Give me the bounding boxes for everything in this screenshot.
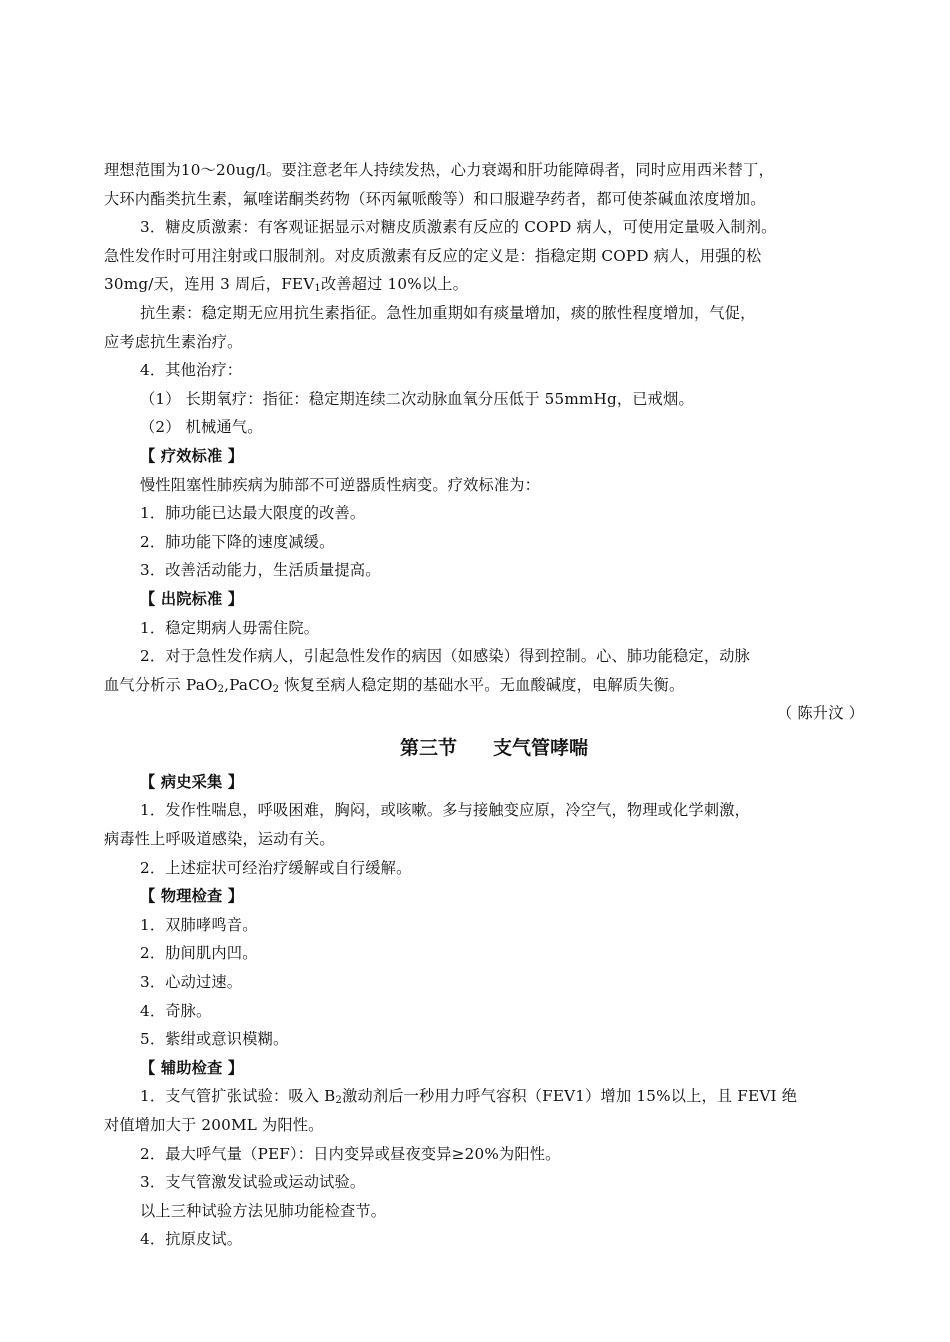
paragraph-line: 3．糖皮质激素：有客观证据显示对糖皮质激素有反应的 COPD 病人，可使用定量吸入制剂。 xyxy=(140,218,777,237)
paragraph-line: 应考虑抗生素治疗。 xyxy=(104,332,243,351)
list-item xyxy=(104,1082,884,1111)
subscript: 1 xyxy=(314,283,321,295)
author-credit: （ 陈升汶 ） xyxy=(777,704,864,723)
document-page xyxy=(104,156,884,1254)
heading-physical: 【 物理检查 】 xyxy=(140,887,244,906)
paragraph-line: 急性发作时可用注射或口服制剂。对皮质激素有反应的定义是：指稳定期 COPD 病人，用强的松 xyxy=(104,246,762,265)
list-item: 2．对于急性发作病人，引起急性发作的病因（如感染）得到控制。心、肺功能稳定，动脉 xyxy=(140,647,750,666)
list-item: 1．双肺哮鸣音。 xyxy=(140,915,258,934)
paragraph-line: （1） 长期氧疗：指征：稳定期连续二次动脉血氧分压低于 55mmHg，已戒烟。 xyxy=(140,389,694,408)
subscript: 2 xyxy=(272,683,280,695)
paragraph-line: 病毒性上呼吸道感染，运动有关。 xyxy=(104,830,335,849)
subscript: 2 xyxy=(217,683,225,695)
section-number: 第三节 xyxy=(399,736,457,759)
paragraph-line: 慢性阻塞性肺疾病为肺部不可逆器质性病变。疗效标准为： xyxy=(140,475,541,494)
paragraph-line: 抗生素：稳定期无应用抗生素指征。急性加重期如有痰量增加，痰的脓性程度增加，气促， xyxy=(140,303,756,322)
list-item: 3．心动过速。 xyxy=(140,973,243,992)
list-item: 1．稳定期病人毋需住院。 xyxy=(140,618,320,637)
list-item: 4．奇脉。 xyxy=(140,1001,212,1020)
subscript: 2 xyxy=(335,1095,343,1107)
paragraph-line: （2） 机械通气。 xyxy=(140,418,263,437)
section-name: 支气管哮喘 xyxy=(493,736,589,759)
list-item: 2．肺功能下降的速度减缓。 xyxy=(140,532,335,551)
section-title xyxy=(104,728,884,768)
list-item: 3．改善活动能力，生活质量提高。 xyxy=(140,561,381,580)
text-run: 激动剂后一秒用力呼气容积（FEV1）增加 15%以上，且 FEVI 绝 xyxy=(342,1087,798,1106)
paragraph-line: 理想范围为10～20ug/l。要注意老年人持续发热，心力衰竭和肝功能障碍者，同时应用西米替丁， xyxy=(104,161,774,179)
text-run: 恢复至病人稳定期的基础水平。无血酸碱度，电解质失衡。 xyxy=(279,675,685,694)
paragraph-line: 4．其他治疗： xyxy=(140,361,243,380)
heading-auxiliary: 【 辅助检查 】 xyxy=(140,1058,244,1077)
paragraph-line xyxy=(104,270,884,299)
list-item: 1．发作性喘息，呼吸困难，胸闷，或咳嗽。多与接触变应原，冷空气，物理或化学刺激， xyxy=(140,801,750,820)
text-run: ,PaCO xyxy=(224,675,273,694)
paragraph-line: 对值增加大于 200ML 为阳性。 xyxy=(104,1116,324,1134)
text-run: 1．支气管扩张试验：吸入 B xyxy=(140,1087,336,1106)
list-item: 3．支气管激发试验或运动试验。 xyxy=(140,1173,366,1192)
heading-history: 【 病史采集 】 xyxy=(140,772,244,791)
paragraph-line: 大环内酯类抗生素，氟喹诺酮类药物（环丙氟哌酸等）和口服避孕药者，都可使茶碱血浓度增加。 xyxy=(104,189,766,208)
text-run: 改善超过 10%以上。 xyxy=(320,275,469,294)
list-item: 2．肋间肌内凹。 xyxy=(140,944,258,963)
text-run: 30mg/天，连用 3 周后，FEV xyxy=(104,275,315,294)
list-item: 4．抗原皮试。 xyxy=(140,1230,243,1249)
list-item: 2．最大呼气量（PEF）：日内变异或昼夜变异≥20%为阳性。 xyxy=(140,1144,561,1163)
paragraph-line: 以上三种试验方法见肺功能检查节。 xyxy=(140,1201,387,1220)
text-run: 血气分析示 PaO xyxy=(104,675,218,694)
heading-efficacy: 【 疗效标准 】 xyxy=(140,446,244,465)
paragraph-line xyxy=(104,671,884,700)
heading-discharge: 【 出院标准 】 xyxy=(140,589,244,608)
list-item: 1．肺功能已达最大限度的改善。 xyxy=(140,504,366,523)
list-item: 5．紫绀或意识模糊。 xyxy=(140,1030,289,1049)
list-item: 2．上述症状可经治疗缓解或自行缓解。 xyxy=(140,858,412,877)
